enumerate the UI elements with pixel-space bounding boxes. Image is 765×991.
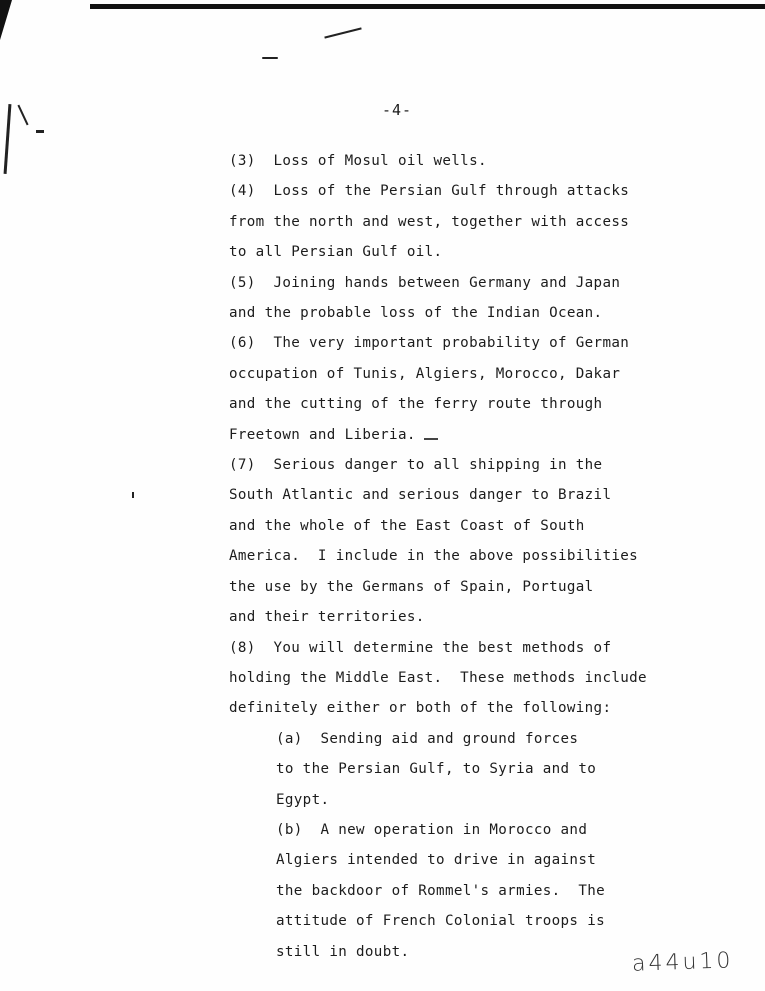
scan-artifact-left-tick — [17, 105, 28, 126]
scan-artifact-dot — [132, 492, 134, 498]
scan-edge-top — [90, 4, 765, 9]
sub-text-line: still in doubt. — [276, 943, 410, 960]
text-line: (5) Joining hands between Germany and Japan — [229, 274, 621, 291]
sub-text-line: the backdoor of Rommel's armies. The — [276, 882, 605, 899]
text-line: and the cutting of the ferry route through — [229, 396, 603, 413]
text-line: the use by the Germans of Spain, Portugal — [229, 578, 594, 595]
sub-text-line: Egypt. — [276, 791, 330, 808]
text-line: America. I include in the above possibilities — [229, 548, 639, 565]
text-line: Freetown and Liberia. — [229, 426, 416, 443]
sub-text-line: to the Persian Gulf, to Syria and to — [276, 761, 597, 778]
sub-text-line: attitude of French Colonial troops is — [276, 913, 605, 930]
text-line: to all Persian Gulf oil. — [229, 244, 443, 261]
text-line: (3) Loss of Mosul oil wells. — [229, 153, 487, 169]
scan-artifact-left-bar — [4, 104, 12, 174]
document-body — [229, 146, 699, 967]
text-line: definitely either or both of the following: — [229, 700, 612, 717]
text-line: (8) You will determine the best methods of — [229, 639, 612, 656]
text-line: occupation of Tunis, Algiers, Morocco, Dakar — [229, 365, 621, 382]
text-line: South Atlantic and serious danger to Brazil — [229, 487, 612, 504]
text-line: and the whole of the East Coast of South — [229, 517, 585, 534]
sub-text-line: Algiers intended to drive in against — [276, 852, 597, 869]
text-line: and the probable loss of the Indian Ocean. — [229, 305, 603, 322]
text-line: (7) Serious danger to all shipping in the — [229, 457, 603, 474]
text-line: (4) Loss of the Persian Gulf through attacks — [229, 183, 630, 200]
sub-text-line: (b) A new operation in Morocco and — [276, 821, 588, 838]
handwritten-reference: a44u10 — [631, 948, 734, 977]
scan-artifact-curve — [262, 57, 278, 59]
scan-artifact-left-dot — [36, 130, 44, 133]
text-line: holding the Middle East. These methods include — [229, 669, 647, 686]
text-line: from the north and west, together with access — [229, 213, 630, 230]
page-number: -4- — [382, 101, 413, 119]
sub-text-line: (a) Sending aid and ground forces — [276, 730, 579, 747]
scan-artifact-stroke — [324, 27, 361, 38]
scan-edge-corner — [0, 0, 12, 40]
text-line: and their territories. — [229, 609, 425, 626]
text-line: (6) The very important probability of German — [229, 335, 630, 352]
